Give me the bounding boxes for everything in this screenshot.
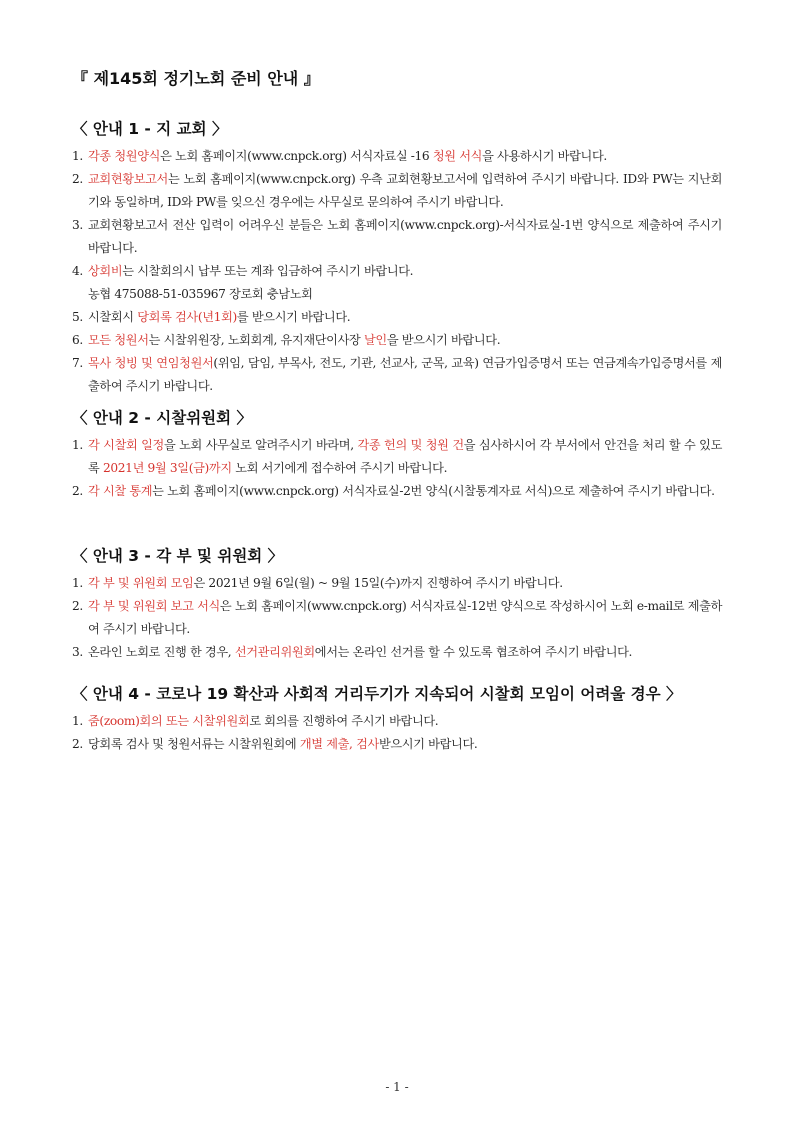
highlighted-text: 목사 청빙 및 연임청원서 xyxy=(88,356,214,370)
list-item xyxy=(72,352,722,398)
highlighted-text: 각종 헌의 및 청원 건 xyxy=(357,438,464,452)
item-text: 을 심사하시어 각 부서에서 안건을 처리 할 수 있도록 xyxy=(88,438,722,475)
list-item xyxy=(72,260,722,306)
section-heading: 〈 안내 4 - 코로나 19 확산과 사회적 거리두기가 지속되어 시찰회 모임이 어려울 경우 〉 xyxy=(72,685,682,703)
highlighted-text: 당회록 검사(년1회) xyxy=(137,310,237,324)
item-list xyxy=(72,145,722,398)
list-item xyxy=(72,214,722,260)
item-number: 5. xyxy=(72,310,83,324)
item-number: 7. xyxy=(72,356,83,370)
item-text: 은 노회 홈페이지(www.cnpck.org) 서식자료실 -16 xyxy=(160,149,433,163)
item-text: 시찰회시 xyxy=(88,310,138,324)
item-list xyxy=(72,572,722,664)
section-heading: 〈 안내 2 - 시찰위원회 〉 xyxy=(72,409,253,427)
list-item xyxy=(72,733,722,756)
item-text: 는 시찰위원장, 노회회계, 유지재단이사장 xyxy=(148,333,364,347)
highlighted-text: 줌(zoom)회의 또는 시찰위원회 xyxy=(88,714,250,728)
item-text: 는 노회 홈페이지(www.cnpck.org) 서식자료실-2번 양식(시찰통계자료 서식)으로 제출하여 주시기 바랍니다. xyxy=(152,484,715,498)
highlighted-text: 각 시찰 통계 xyxy=(88,484,153,498)
highlighted-text: 날인 xyxy=(363,333,387,347)
item-number: 1. xyxy=(72,576,83,590)
section-guide-1 xyxy=(72,117,722,398)
item-text: 당회록 검사 및 청원서류는 시찰위원회에 xyxy=(88,737,300,751)
item-text: 교회현황보고서 전산 입력이 어려우신 분들은 노회 홈페이지(www.cnpck.org)-서식자료실-1번 양식으로 제출하여 주시기 바랍니다. xyxy=(88,218,722,255)
list-item xyxy=(72,595,722,641)
section-heading: 〈 안내 3 - 각 부 및 위원회 〉 xyxy=(72,547,284,565)
list-item xyxy=(72,572,722,595)
item-text: 은 노회 홈페이지(www.cnpck.org) 서식자료실-12번 양식으로 작성하시어 노회 e-mail로 제출하여 주시기 바랍니다. xyxy=(88,599,722,636)
item-number: 3. xyxy=(72,645,83,659)
item-text: 에서는 온라인 선거를 할 수 있도록 협조하여 주시기 바랍니다. xyxy=(314,645,633,659)
item-number: 6. xyxy=(72,333,83,347)
item-number: 1. xyxy=(72,149,83,163)
list-item xyxy=(72,641,722,664)
section-heading: 〈 안내 1 - 지 교회 〉 xyxy=(72,120,228,138)
item-text: 을 노회 사무실로 알려주시기 바라며, xyxy=(163,438,358,452)
item-text: 은 2021년 9월 6일(월) ~ 9월 15일(수)까지 진행하여 주시기 바랍니다. xyxy=(193,576,563,590)
section-guide-4 xyxy=(72,682,722,756)
page-number: - 1 - xyxy=(385,1080,409,1094)
list-item xyxy=(72,168,722,214)
list-item xyxy=(72,480,722,503)
item-text: 는 시찰회의시 납부 또는 계좌 입금하여 주시기 바랍니다. xyxy=(122,264,414,278)
item-number: 2. xyxy=(72,484,83,498)
item-text: (위임, 담임, 부목사, 전도, 기관, 선교사, 군목, 교육) 연금가입증명서 또는 연금계속가입증명서를 제출하여 주시기 바랍니다. xyxy=(88,356,722,393)
list-item xyxy=(72,306,722,329)
item-number: 2. xyxy=(72,172,83,186)
highlighted-text: 각 시찰회 일정 xyxy=(88,438,164,452)
item-number: 1. xyxy=(72,714,83,728)
highlighted-text: 청원 서식 xyxy=(432,149,483,163)
list-item xyxy=(72,329,722,352)
item-number: 1. xyxy=(72,438,83,452)
highlighted-text: 각 부 및 위원회 모임 xyxy=(88,576,194,590)
item-text: 노회 서기에게 접수하여 주시기 바랍니다. xyxy=(231,461,448,475)
item-text: 농협 475088-51-035967 장로회 충남노회 xyxy=(88,287,313,301)
item-number: 3. xyxy=(72,218,83,232)
page-title: 『 제145회 정기노회 준비 안내 』 xyxy=(72,69,320,88)
highlighted-text: 각 부 및 위원회 보고 서식 xyxy=(88,599,220,613)
item-text: 온라인 노회로 진행 한 경우, xyxy=(88,645,235,659)
item-list xyxy=(72,710,722,756)
highlighted-text: 2021년 9월 3일(금)까지 xyxy=(102,461,232,475)
item-text: 를 받으시기 바랍니다. xyxy=(236,310,351,324)
highlighted-text: 교회현황보고서 xyxy=(88,172,168,186)
highlighted-text: 모든 청원서 xyxy=(88,333,149,347)
highlighted-text: 선거관리위원회 xyxy=(234,645,315,659)
item-text: 을 사용하시기 바랍니다. xyxy=(482,149,607,163)
item-text: 을 받으시기 바랍니다. xyxy=(386,333,501,347)
section-guide-2 xyxy=(72,406,722,503)
item-text: 는 노회 홈페이지(www.cnpck.org) 우측 교회현황보고서에 입력하여 주시기 바랍니다. ID와 PW는 지난회기와 동일하며, ID와 PW를 잊으신 경우에는 사무실로 문의하여 주시기 바랍니다. xyxy=(88,172,722,209)
list-item xyxy=(72,145,722,168)
item-text: 로 회의를 진행하여 주시기 바랍니다. xyxy=(249,714,439,728)
item-number: 2. xyxy=(72,599,83,613)
item-number: 4. xyxy=(72,264,83,278)
highlighted-text: 개별 제출, 검사 xyxy=(299,737,379,751)
section-guide-3 xyxy=(72,544,722,664)
list-item xyxy=(72,434,722,480)
list-item xyxy=(72,710,722,733)
highlighted-text: 각종 청원양식 xyxy=(88,149,161,163)
item-list xyxy=(72,434,722,503)
highlighted-text: 상회비 xyxy=(88,264,123,278)
item-text: 받으시기 바랍니다. xyxy=(378,737,478,751)
item-number: 2. xyxy=(72,737,83,751)
